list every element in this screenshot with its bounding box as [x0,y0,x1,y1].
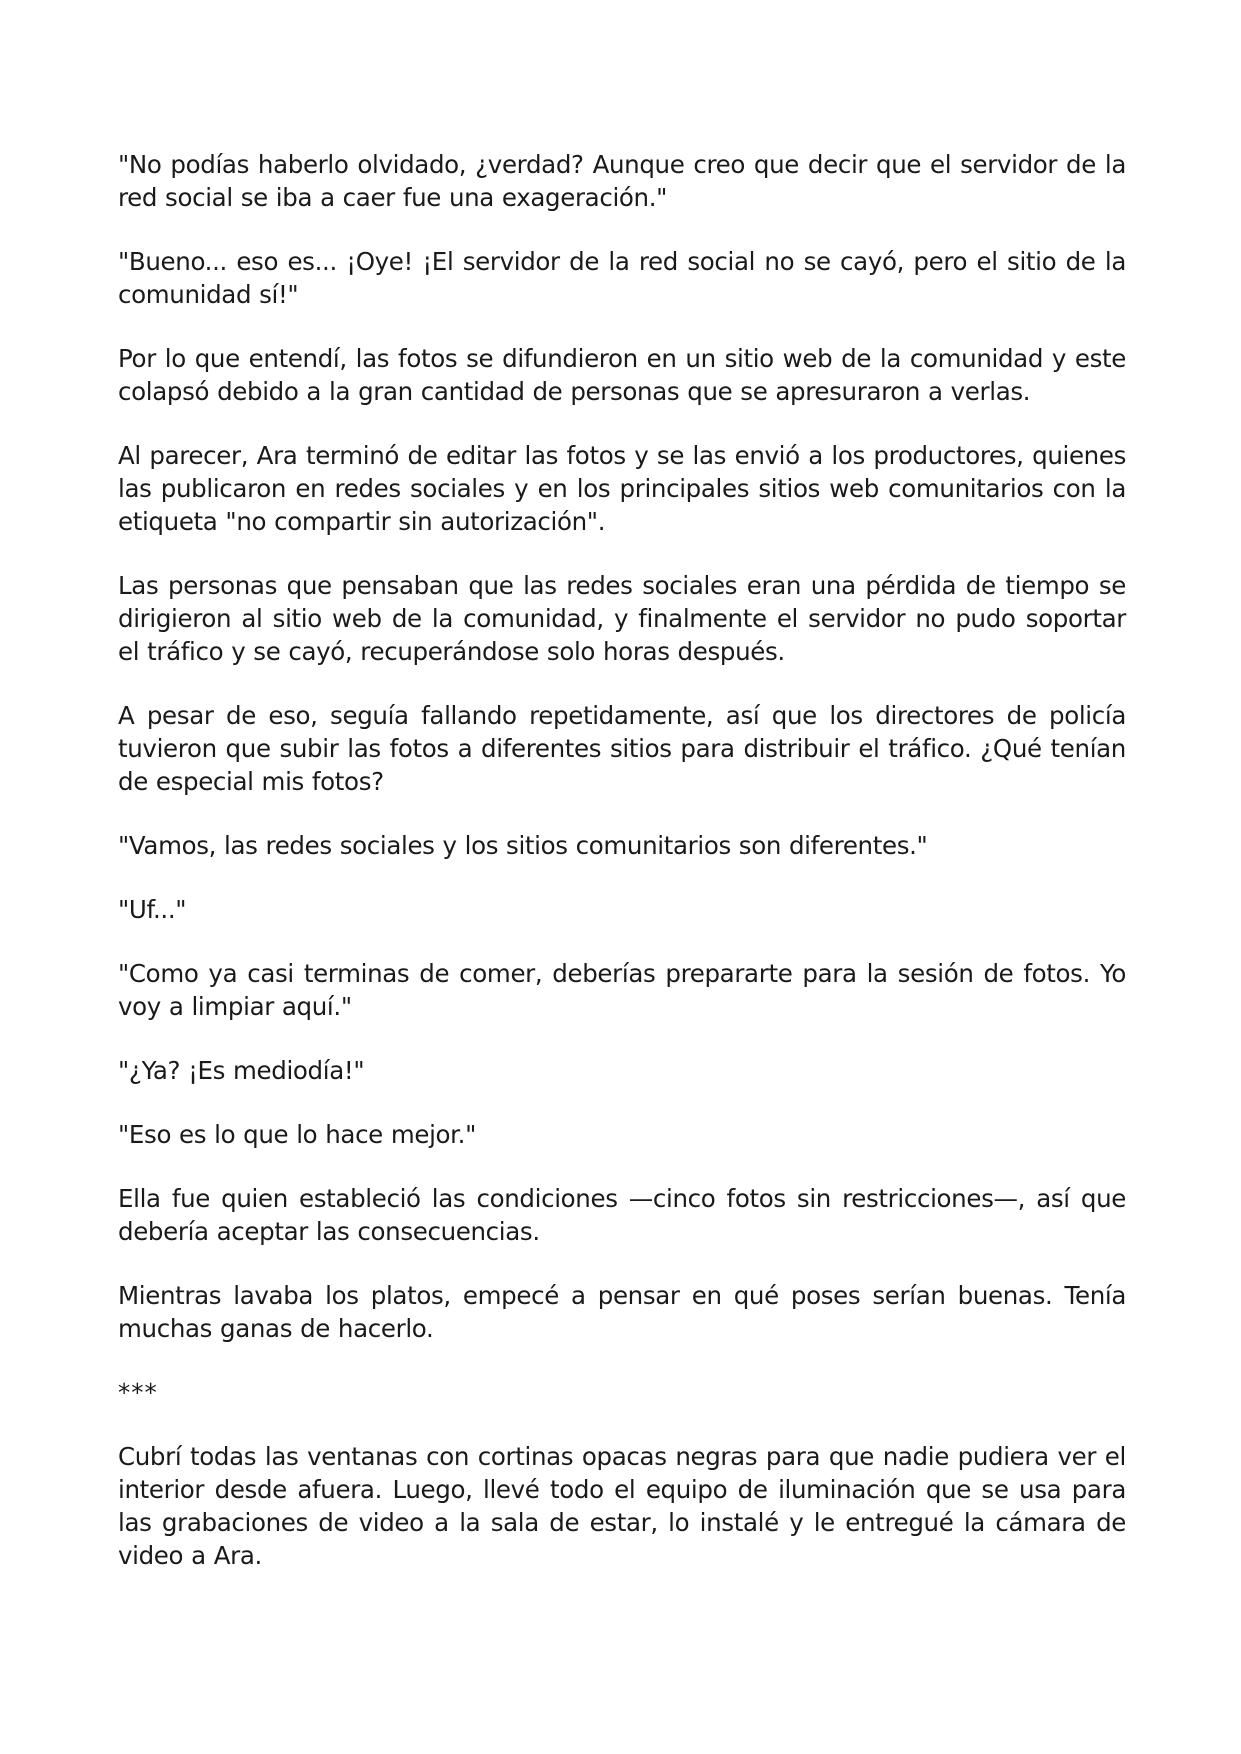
paragraph-4: Al parecer, Ara terminó de editar las fotos y se las envió a los productores, quienes las publicaron en redes sociales y en los principales sitios web comunitarios con la etiqueta "no compartir sin autorización". [118,441,1126,536]
paragraph-7: "Vamos, las redes sociales y los sitios comunitarios son diferentes." [118,831,928,860]
paragraph-10: "¿Ya? ¡Es mediodía!" [118,1056,365,1085]
paragraph-3: Por lo que entendí, las fotos se difundieron en un sitio web de la comunidad y este colapsó debido a la gran cantidad de personas que se apresuraron a verlas. [118,344,1126,406]
closing-paragraph: Cubrí todas las ventanas con cortinas opacas negras para que nadie pudiera ver el interior desde afuera. Luego, llevé todo el equipo de iluminación que se usa para las grabaciones de video a la sala de estar, lo instalé y le entregué la cámara de video a Ara. [118,1442,1126,1570]
paragraph-9: "Como ya casi terminas de comer, deberías prepararte para la sesión de fotos. Yo voy a limpiar aquí." [118,959,1126,1021]
paragraph-5: Las personas que pensaban que las redes sociales eran una pérdida de tiempo se dirigieron al sitio web de la comunidad, y finalmente el servidor no pudo soportar el tráfico y se cayó, recuperándose solo horas después. [118,571,1126,666]
section-separator: *** [118,1378,158,1407]
paragraph-8: "Uf..." [118,895,187,924]
paragraph-13: Mientras lavaba los platos, empecé a pensar en qué poses serían buenas. Tenía muchas ganas de hacerlo. [118,1281,1126,1343]
paragraph-2: "Bueno... eso es... ¡Oye! ¡El servidor de la red social no se cayó, pero el sitio de la comunidad sí!" [118,247,1126,309]
paragraph-12: Ella fue quien estableció las condiciones —cinco fotos sin restricciones—, así que debería aceptar las consecuencias. [118,1184,1126,1246]
paragraph-11: "Eso es lo que lo hace mejor." [118,1120,477,1149]
paragraph-6: A pesar de eso, seguía fallando repetidamente, así que los directores de policía tuvieron que subir las fotos a diferentes sitios para distribuir el tráfico. ¿Qué tenían de especial mis fotos? [118,701,1126,796]
paragraph-1: "No podías haberlo olvidado, ¿verdad? Aunque creo que decir que el servidor de la red social se iba a caer fue una exageración." [118,150,1126,212]
